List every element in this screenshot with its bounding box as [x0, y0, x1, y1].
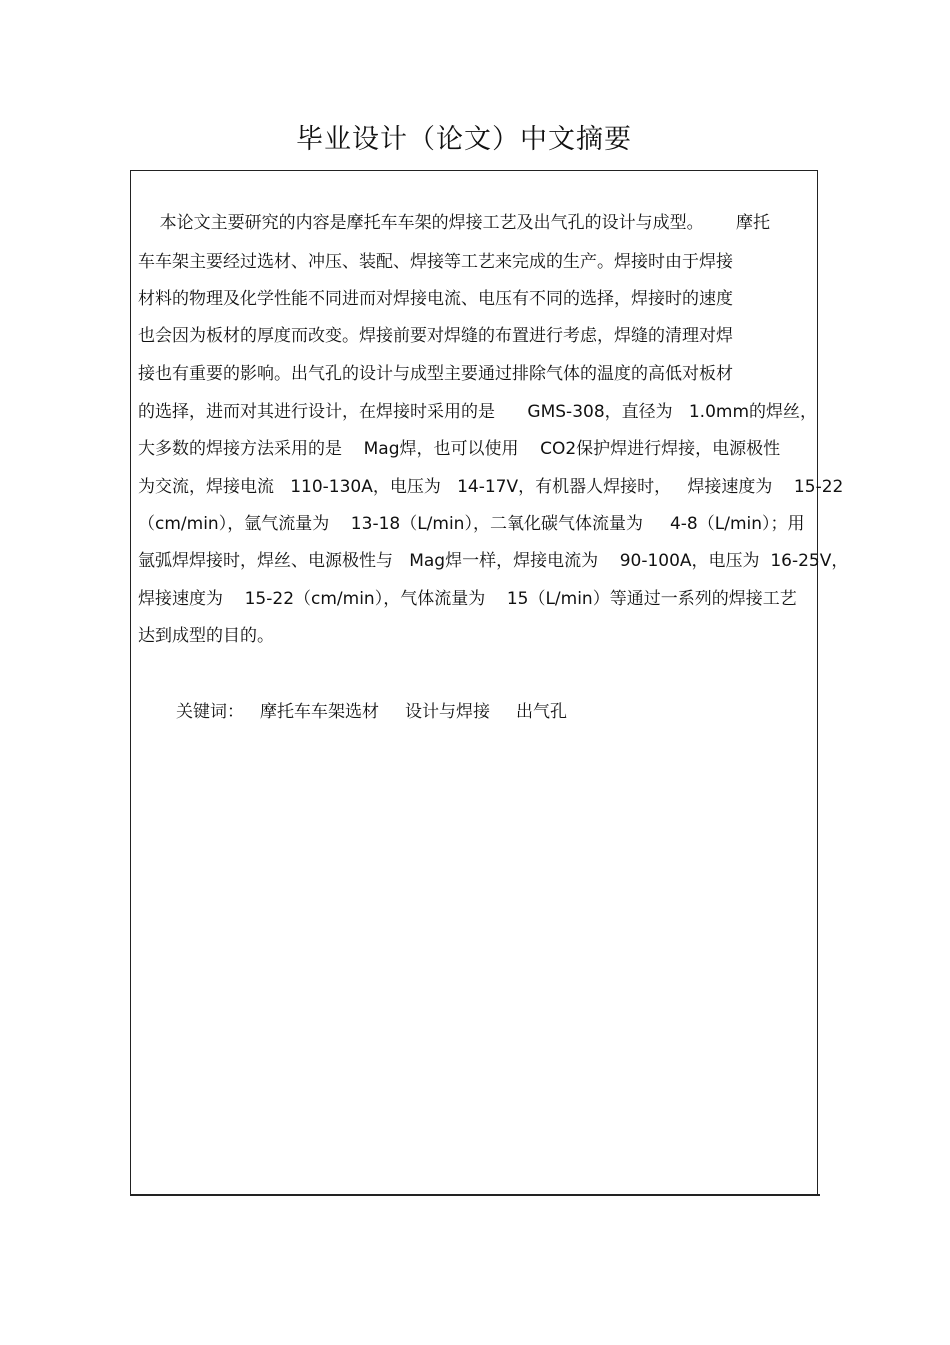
abstract-line: 材料的物理及化学性能不同进而对焊接电流、电压有不同的选择，焊接时的速度 — [138, 289, 733, 309]
abstract-line: 也会因为板材的厚度而改变。焊接前要对焊缝的布置进行考虑，焊缝的清理对焊 — [138, 326, 733, 346]
keyword-item: 出气孔 — [516, 702, 567, 722]
abstract-line: （cm/min），氩气流量为 13-18（L/min），二氧化碳气体流量为 4-8（L/min）；用 — [138, 514, 805, 534]
abstract-line: 的选择，进而对其进行设计，在焊接时采用的是 GMS-308，直径为 1.0mm的焊丝， — [138, 402, 818, 422]
keywords-label: 关键词： — [176, 702, 244, 722]
abstract-line: 达到成型的目的。 — [138, 626, 274, 646]
keywords-row — [176, 700, 567, 724]
abstract-line: 接也有重要的影响。出气孔的设计与成型主要通过排除气体的温度的高低对板材 — [138, 364, 733, 384]
abstract-line: 车车架主要经过选材、冲压、装配、焊接等工艺来完成的生产。焊接时由于焊接 — [138, 252, 733, 272]
abstract-line: 本论文主要研究的内容是摩托车车架的焊接工艺及出气孔的设计与成型。 摩托 — [138, 213, 771, 233]
page-title: 毕业设计（论文）中文摘要 — [296, 124, 632, 155]
abstract-line: 为交流，焊接电流 110-130A，电压为 14-17V，有机器人焊接时， 焊接速度为 15-22 — [138, 477, 844, 497]
abstract-line: 氩弧焊焊接时，焊丝、电源极性与 Mag焊一样，焊接电流为 90-100A，电压为 16-25V， — [138, 551, 849, 571]
abstract-line: 焊接速度为 15-22（cm/min），气体流量为 15（L/min）等通过一系列的焊接工艺 — [138, 589, 797, 609]
keyword-item: 摩托车车架选材 — [260, 702, 379, 722]
frame-bottom-rule — [130, 1194, 820, 1196]
keyword-item: 设计与焊接 — [405, 702, 490, 722]
abstract-line: 大多数的焊接方法采用的是 Mag焊，也可以使用 CO2保护焊进行焊接，电源极性 — [138, 439, 781, 459]
